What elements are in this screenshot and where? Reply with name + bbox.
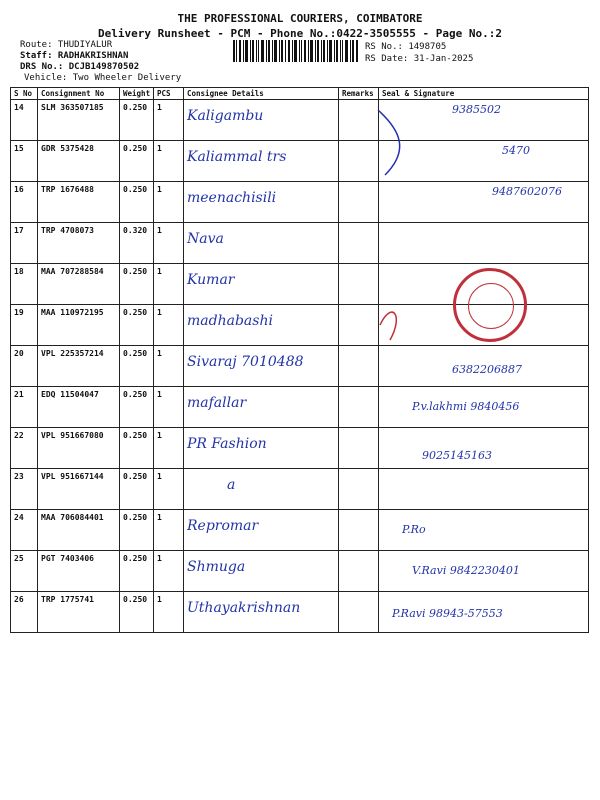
- consignee-cell: [184, 387, 339, 428]
- pcs-cell: 1: [154, 305, 184, 346]
- consignment-cell: VPL 225357214: [38, 346, 120, 387]
- signature-handwriting: V.Ravi 9842230401: [412, 564, 520, 577]
- signature-handwriting: 6382206887: [452, 363, 522, 376]
- col-header-consignee: Consignee Details: [184, 88, 339, 100]
- consignee-handwriting: Shmuga: [187, 559, 246, 575]
- sno-cell: 17: [11, 223, 38, 264]
- signature-handwriting: 5470: [502, 144, 530, 157]
- runsheet-table: [10, 87, 589, 633]
- vehicle-label: Vehicle: Two Wheeler Delivery: [24, 73, 182, 83]
- pcs-cell: 1: [154, 387, 184, 428]
- pcs-cell: 1: [154, 223, 184, 264]
- consignment-cell: SLM 363507185: [38, 100, 120, 141]
- sno-cell: 23: [11, 469, 38, 510]
- pcs-cell: 1: [154, 264, 184, 305]
- sno-cell: 14: [11, 100, 38, 141]
- weight-cell: 0.250: [120, 141, 154, 182]
- remarks-cell: [339, 510, 379, 551]
- table-row: [11, 510, 589, 551]
- signature-cell: [379, 428, 589, 469]
- consignment-cell: VPL 951667080: [38, 428, 120, 469]
- weight-cell: 0.250: [120, 264, 154, 305]
- signature-handwriting: P.Ravi 98943-57553: [392, 607, 503, 620]
- col-header-remarks: Remarks: [339, 88, 379, 100]
- consignee-cell: [184, 264, 339, 305]
- signature-cell: [379, 510, 589, 551]
- consignee-cell: [184, 428, 339, 469]
- consignee-handwriting: Kaligambu: [187, 108, 264, 124]
- table-row: [11, 141, 589, 182]
- signature-handwriting: 9025145163: [422, 449, 492, 462]
- weight-cell: 0.250: [120, 100, 154, 141]
- remarks-cell: [339, 551, 379, 592]
- consignment-cell: GDR 5375428: [38, 141, 120, 182]
- pcs-cell: 1: [154, 346, 184, 387]
- weight-cell: 0.250: [120, 428, 154, 469]
- weight-cell: 0.250: [120, 469, 154, 510]
- signature-cell: [379, 551, 589, 592]
- company-seal-stamp: [453, 268, 527, 342]
- consignment-cell: EDQ 11504047: [38, 387, 120, 428]
- table-row: [11, 100, 589, 141]
- table-row: [11, 592, 589, 633]
- rs-number: RS No.: 1498705: [365, 42, 447, 52]
- consignee-cell: [184, 223, 339, 264]
- sno-cell: 26: [11, 592, 38, 633]
- signature-handwriting: P.Ro: [402, 523, 426, 536]
- table-row: [11, 387, 589, 428]
- col-header-signature: Seal & Signature: [379, 88, 589, 100]
- route-label: Route: THUDIYALUR: [20, 40, 113, 50]
- consignment-cell: TRP 1775741: [38, 592, 120, 633]
- signature-cell: [379, 469, 589, 510]
- table-row: [11, 551, 589, 592]
- consignment-cell: MAA 707288584: [38, 264, 120, 305]
- consignee-handwriting: Repromar: [187, 518, 259, 534]
- weight-cell: 0.250: [120, 592, 154, 633]
- table-row: [11, 223, 589, 264]
- consignee-handwriting: madhabashi: [187, 313, 273, 329]
- signature-handwriting: P.v.lakhmi 9840456: [412, 400, 520, 413]
- sno-cell: 15: [11, 141, 38, 182]
- table-row: [11, 346, 589, 387]
- consignee-handwriting: meenachisili: [187, 190, 277, 206]
- table-row: [11, 182, 589, 223]
- sno-cell: 20: [11, 346, 38, 387]
- consignment-cell: MAA 110972195: [38, 305, 120, 346]
- consignee-handwriting: Kumar: [187, 272, 235, 288]
- signature-handwriting: 9385502: [452, 103, 501, 116]
- col-header-consignment: Consignment No: [38, 88, 120, 100]
- remarks-scribble: [360, 100, 420, 390]
- runsheet-title: Delivery Runsheet - PCM - Phone No.:0422-3505555 - Page No.:2: [98, 27, 502, 40]
- table-row: [11, 469, 589, 510]
- signature-cell: [379, 387, 589, 428]
- pcs-cell: 1: [154, 428, 184, 469]
- weight-cell: 0.250: [120, 510, 154, 551]
- consignment-cell: MAA 706084401: [38, 510, 120, 551]
- consignment-cell: TRP 4708073: [38, 223, 120, 264]
- pcs-cell: 1: [154, 510, 184, 551]
- signature-handwriting: 9487602076: [492, 185, 562, 198]
- consignee-cell: [184, 100, 339, 141]
- consignee-handwriting: a: [227, 477, 236, 493]
- consignee-handwriting: Nava: [187, 231, 224, 247]
- consignee-cell: [184, 592, 339, 633]
- table-row: [11, 428, 589, 469]
- company-title: THE PROFESSIONAL COURIERS, COIMBATORE: [177, 12, 423, 25]
- col-header-weight: Weight: [120, 88, 154, 100]
- pcs-cell: 1: [154, 592, 184, 633]
- consignee-cell: [184, 305, 339, 346]
- weight-cell: 0.250: [120, 551, 154, 592]
- pcs-cell: 1: [154, 182, 184, 223]
- weight-cell: 0.320: [120, 223, 154, 264]
- weight-cell: 0.250: [120, 387, 154, 428]
- pcs-cell: 1: [154, 100, 184, 141]
- remarks-cell: [339, 592, 379, 633]
- consignment-cell: TRP 1676488: [38, 182, 120, 223]
- barcode-image: [233, 40, 358, 62]
- remarks-cell: [339, 387, 379, 428]
- weight-cell: 0.250: [120, 305, 154, 346]
- pcs-cell: 1: [154, 551, 184, 592]
- consignment-cell: PGT 7403406: [38, 551, 120, 592]
- sno-cell: 19: [11, 305, 38, 346]
- sno-cell: 16: [11, 182, 38, 223]
- consignee-cell: [184, 141, 339, 182]
- consignment-cell: VPL 951667144: [38, 469, 120, 510]
- col-header-sno: S No: [11, 88, 38, 100]
- consignee-cell: [184, 551, 339, 592]
- sno-cell: 18: [11, 264, 38, 305]
- drs-label: DRS No.: DCJB149870502: [20, 62, 140, 72]
- col-header-pcs: PCS: [154, 88, 184, 100]
- sno-cell: 25: [11, 551, 38, 592]
- table-header-row: [11, 88, 589, 100]
- weight-cell: 0.250: [120, 182, 154, 223]
- consignee-cell: [184, 469, 339, 510]
- weight-cell: 0.250: [120, 346, 154, 387]
- consignee-handwriting: Sivaraj 7010488: [187, 354, 304, 370]
- consignee-cell: [184, 510, 339, 551]
- sno-cell: 21: [11, 387, 38, 428]
- remarks-cell: [339, 469, 379, 510]
- pcs-cell: 1: [154, 469, 184, 510]
- consignee-handwriting: Kaliammal trs: [187, 149, 287, 165]
- sno-cell: 24: [11, 510, 38, 551]
- staff-label: Staff: RADHAKRISHNAN: [20, 51, 129, 61]
- sno-cell: 22: [11, 428, 38, 469]
- consignee-handwriting: Uthayakrishnan: [187, 600, 301, 616]
- consignee-cell: [184, 182, 339, 223]
- pcs-cell: 1: [154, 141, 184, 182]
- remarks-cell: [339, 428, 379, 469]
- signature-cell: [379, 592, 589, 633]
- consignee-handwriting: PR Fashion: [187, 436, 267, 452]
- consignee-handwriting: mafallar: [187, 395, 247, 411]
- consignee-cell: [184, 346, 339, 387]
- rs-date: RS Date: 31-Jan-2025: [365, 54, 474, 64]
